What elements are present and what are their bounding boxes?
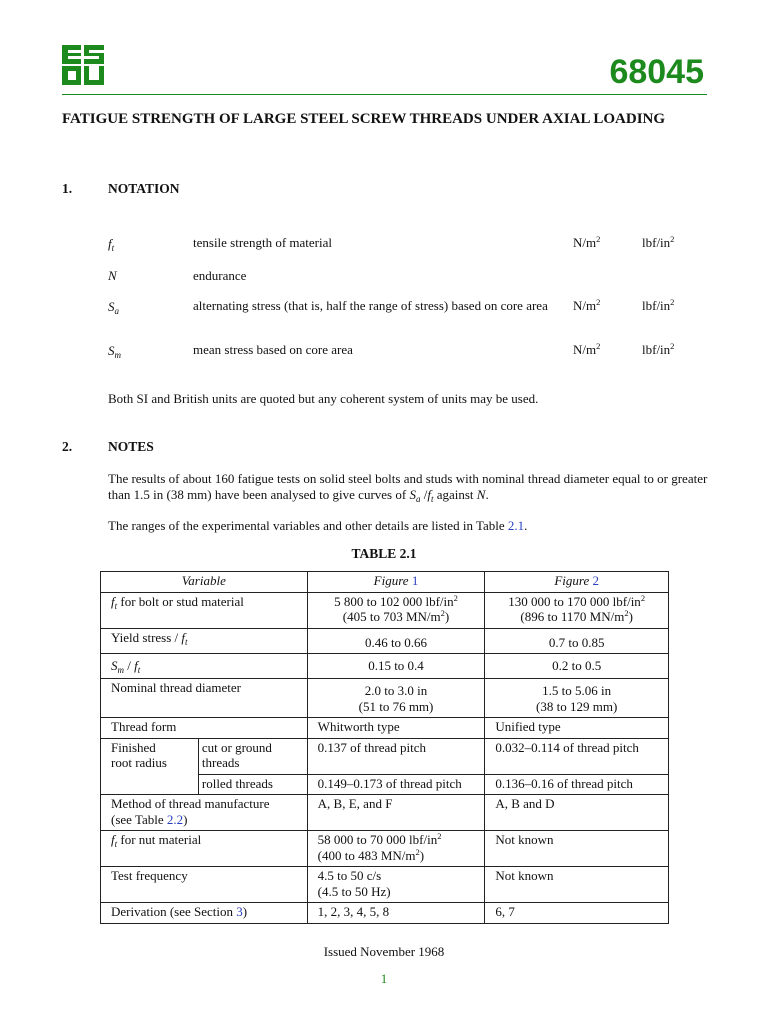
cell-label: $f_t$ for nut material [101,831,308,867]
notation-british-unit-ft: lbf/$in^2$ [642,234,675,250]
notation-symbol-n: N [108,268,117,283]
cell-figure-2: A, B and D [485,795,669,831]
section-2-number: 2. [62,439,73,454]
cell-figure-2: 0.2 to 0.5 [485,654,669,679]
document-title: FATIGUE STRENGTH OF LARGE STEEL SCREW THREADS UNDER AXIAL LOADING [62,111,666,127]
cell-figure-2: 0.7 to 0.85 [485,628,669,654]
cell-label: Test frequency [101,867,308,903]
cell-figure-1: 0.15 to 0.4 [307,654,485,679]
header-rule [62,94,707,95]
cell-figure-1: 4.5 to 50 c/s (4.5 to 50 Hz) [307,867,485,903]
section-2-heading: NOTES [108,439,154,454]
notation-symbol-ft: $f_t$ [108,236,115,253]
esdu-logo [62,45,104,85]
cell-label: Nominal thread diameter [101,679,308,718]
cell-sublabel: cut or ground threads [198,738,307,774]
notes-paragraph-2: The ranges of the experimental variables and other details are listed in Table 2.1. [108,518,528,533]
cell-label: Method of thread manufacture (see Table 2.2) [101,795,308,831]
cell-label: Derivation (see Section 3) [101,903,308,924]
notation-si-unit-ft: $N/m^2$ [573,234,601,250]
table-row-mean-stress [101,654,669,679]
table-2-1-link[interactable]: 2.1 [507,518,525,533]
table-header-row [101,572,669,593]
header-variable: Variable [101,572,308,593]
header-figure-2: Figure 2 [485,572,669,593]
table-row-test-frequency [101,867,669,903]
cell-sublabel: rolled threads [198,774,307,795]
cell-label: $f_t$ for bolt or stud material [101,592,308,628]
cell-figure-1: 58 000 to 70 000 lbf/$in^2$ (400 to 483 $MN/m^2$) [307,831,485,867]
cell-figure-1: 0.149–0.173 of thread pitch [307,774,485,795]
notation-desc-sm: mean stress based on core area [193,342,353,357]
cell-label: $S_m / f_t$ [101,654,308,679]
cell-figure-1: 0.137 of thread pitch [307,738,485,774]
page-number: 1 [380,971,388,986]
notes-paragraph-1: The results of about 160 fatigue tests on solid steel bolts and studs with nominal thread diameter equal to or greater than 1.5 in (38 mm) have been analysed to give curves of $S_a$ $/f_t$ against N. [108,471,708,504]
cell-label: Yield stress / $f_t$ [101,628,308,654]
table-row-ft-bolt [101,592,669,628]
table-row-derivation [101,903,669,924]
cell-figure-1: 0.46 to 0.66 [307,628,485,654]
table-2-2-link[interactable]: 2.2 [166,811,184,827]
cell-figure-1: 1, 2, 3, 4, 5, 8 [307,903,485,924]
cell-figure-2: Not known [485,867,669,903]
cell-figure-2: Not known [485,831,669,867]
cell-figure-2: Unified type [485,718,669,739]
cell-figure-1: Whitworth type [307,718,485,739]
notation-si-unit-sa: $N/m^2$ [573,297,601,313]
header-figure-1: Figure 1 [307,572,485,593]
cell-figure-2: 6, 7 [485,903,669,924]
cell-figure-2: 1.5 to 5.06 in (38 to 129 mm) [485,679,669,718]
section-1-heading: NOTATION [108,181,180,196]
cell-label: Thread form [101,718,308,739]
table-row-ft-nut [101,831,669,867]
notation-symbol-sm: $S_m$ [108,343,121,360]
cell-figure-1: 2.0 to 3.0 in (51 to 76 mm) [307,679,485,718]
section-1-number: 1. [62,181,73,196]
notation-british-unit-sm: lbf/$in^2$ [642,341,675,357]
notation-desc-ft: tensile strength of material [193,235,332,250]
cell-figure-1: 5 800 to 102 000 lbf/$in^2$ (405 to 703 $MN/m^2$) [307,592,485,628]
section-3-link[interactable]: 3 [236,904,243,919]
notation-british-unit-sa: lbf/$in^2$ [642,297,675,313]
table-row-yield-stress [101,628,669,654]
figure-2-link[interactable]: 2 [592,573,599,588]
table-row-thread-form [101,718,669,739]
cell-figure-1: A, B, E, and F [307,795,485,831]
issue-date: Issued November 1968 [323,944,445,959]
units-note: Both SI and British units are quoted but any coherent system of units may be used. [108,391,539,406]
notation-desc-sa: alternating stress (that is, half the range of stress) based on core area [193,298,548,313]
cell-label: Finished root radius [101,738,199,795]
variables-table [100,571,669,924]
table-title: TABLE 2.1 [351,546,417,561]
document-number: 68045 [609,53,704,91]
notation-si-unit-sm: $N/m^2$ [573,341,601,357]
cell-figure-2: 130 000 to 170 000 lbf/$in^2$ (896 to 1170 $MN/m^2$) [485,592,669,628]
figure-1-link[interactable]: 1 [411,573,419,588]
notation-desc-n: endurance [193,268,247,283]
table-row-thread-diameter [101,679,669,718]
notation-symbol-sa: $S_a$ [108,299,119,316]
cell-figure-2: 0.136–0.16 of thread pitch [485,774,669,795]
table-row-manufacture-method [101,795,669,831]
cell-figure-2: 0.032–0.114 of thread pitch [485,738,669,774]
table-row-root-radius-cut [101,738,669,774]
